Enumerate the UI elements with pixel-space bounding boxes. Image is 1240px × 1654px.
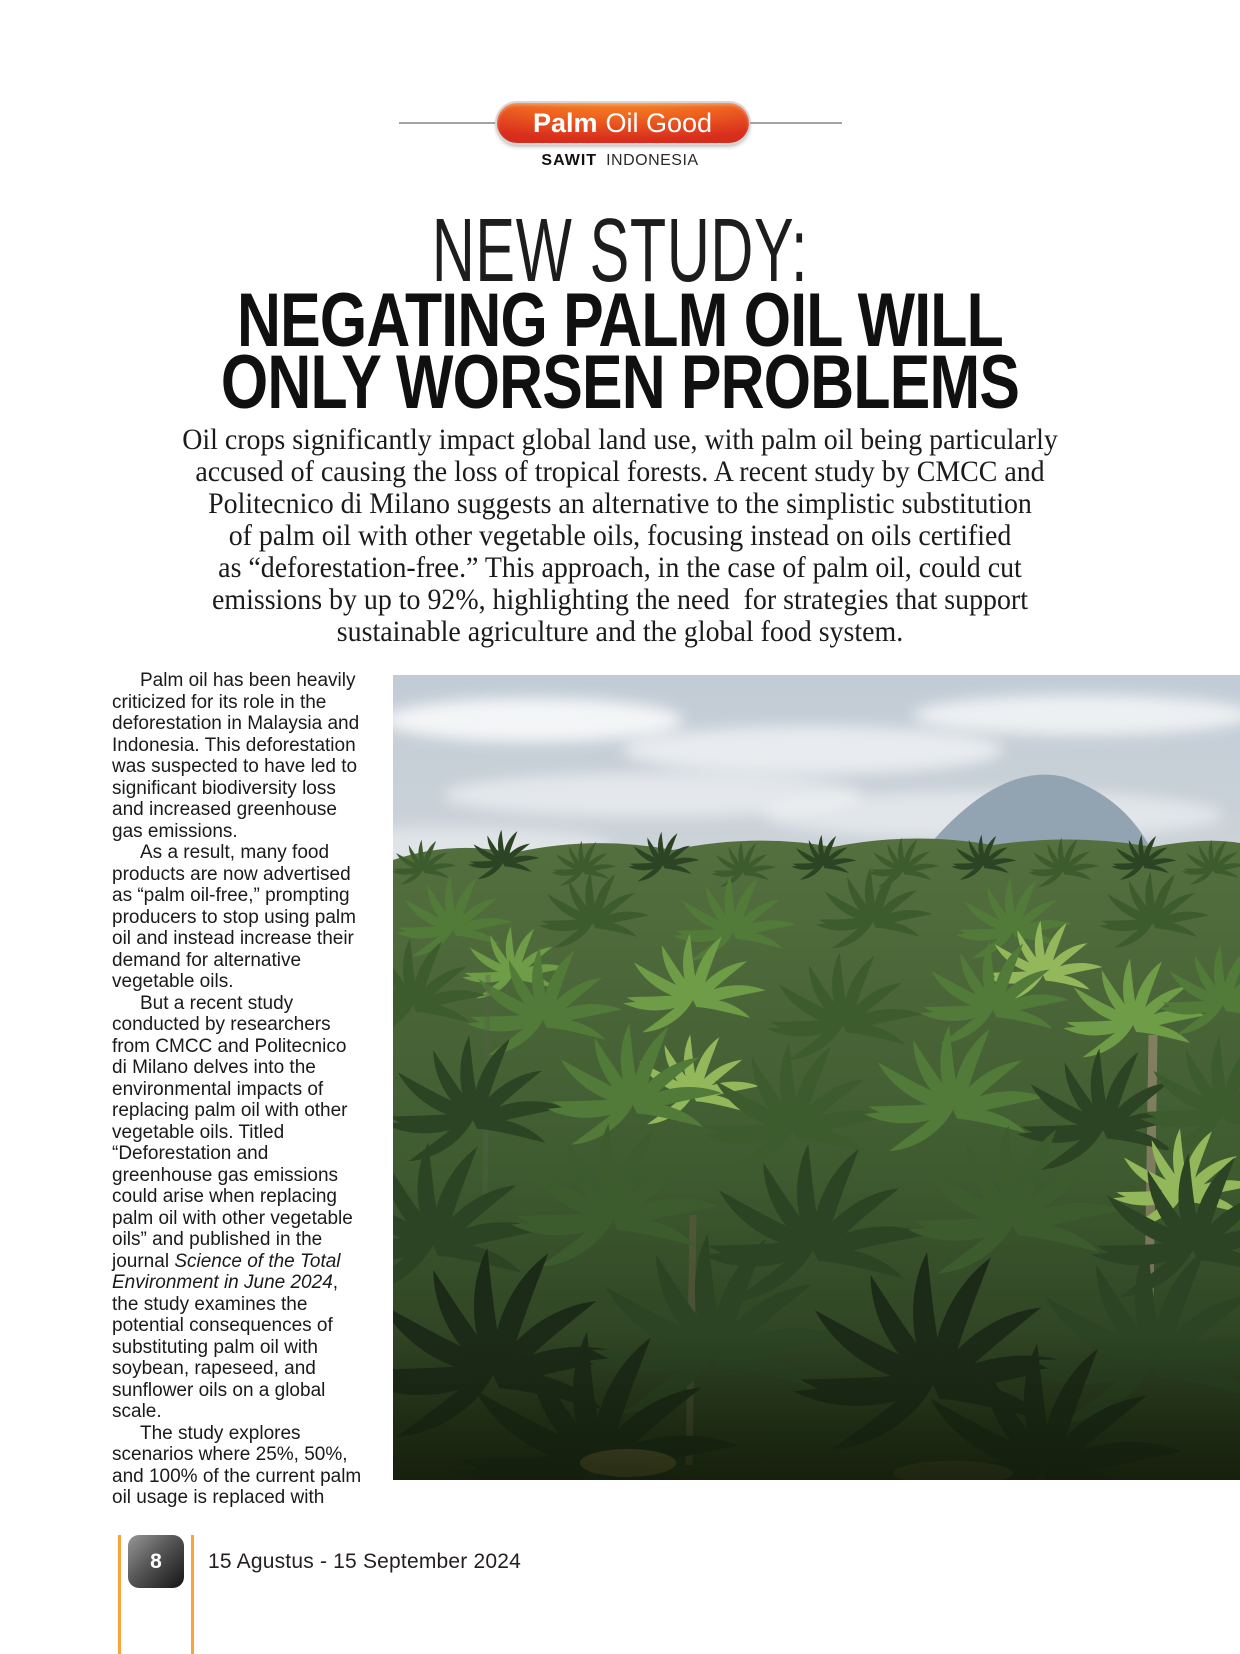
- intro-line: accused of causing the loss of tropical forests. A recent study by CMCC and: [195, 455, 1045, 488]
- publisher-name-bold: SAWIT: [541, 152, 598, 169]
- intro-line: sustainable agriculture and the global food system.: [336, 615, 904, 648]
- brand-rule-left: [399, 122, 496, 124]
- intro-line: of palm oil with other vegetable oils, focusing instead on oils certified: [228, 519, 1012, 552]
- paragraph-text: But a recent study conducted by researchers from CMCC and Politecnico di Milano delves into the environmental impacts of replacing palm oil with other vegetable oils. Titled “Deforestation and greenhouse gas emissions could arise when replacing palm oil with other vegetable oils” and published in the journal: [112, 992, 353, 1272]
- publisher-line: [0, 152, 1240, 170]
- title-block: [0, 201, 1240, 425]
- article-paragraph-2: As a result, many food products are now advertised as “palm oil-free,” prompting producers to stop using palm oil and instead increase their demand for alternative vegetable oils.: [112, 842, 356, 992]
- headline-line-2: ONLY WORSEN PROBLEMS: [220, 340, 1020, 425]
- brand-rule-right: [750, 122, 842, 124]
- headline-line-1: NEGATING PALM OIL WILL: [237, 278, 1003, 363]
- intro-line: Politecnico di Milano suggests an alternative to the simplistic substitution: [208, 487, 1032, 520]
- article-paragraph-4: The study explores scenarios where 25%, 50%, and 100% of the current palm oil usage is replaced with: [112, 1422, 362, 1508]
- intro-line: Oil crops significantly impact global land use, with palm oil being particularly: [182, 423, 1058, 456]
- brand-name-rest: Oil Good: [605, 107, 713, 138]
- brand-pill-row: [0, 103, 1240, 143]
- page-footer: [118, 1535, 521, 1654]
- footer-rule-right: [191, 1535, 194, 1654]
- brand-name-bold: Palm: [532, 107, 598, 138]
- palm-plantation-illustration: [393, 675, 1240, 1480]
- journal-name-italic: Science of the Total Environment in June 2024: [112, 1250, 341, 1293]
- intro-line: emissions by up to 92%, highlighting the need for strategies that support: [212, 583, 1028, 616]
- title-kicker: NEW STUDY:: [431, 201, 809, 301]
- article-paragraph-1: Palm oil has been heavily criticized for its role in the deforestation in Malaysia and Indonesia. This deforestation was suspected to have led to significant biodiversity loss and increased greenhouse gas emissions.: [112, 670, 360, 842]
- issue-date: 15 Agustus - 15 September 2024: [208, 1549, 522, 1573]
- intro-deck: [43, 424, 1196, 648]
- paragraph-text: , the study examines the potential consequences of substituting palm oil with soybean, rapeseed, and sunflower oils on a global scale.: [112, 1272, 339, 1422]
- article-column: [112, 670, 365, 1509]
- brand-pill: [497, 103, 749, 143]
- page-number-badge: [128, 1535, 184, 1588]
- brand-header: [0, 103, 1240, 170]
- article-photo: [393, 675, 1240, 1480]
- footer-rule-left: [118, 1535, 121, 1654]
- page-number: 8: [150, 1549, 162, 1573]
- intro-line: as “deforestation-free.” This approach, in the case of palm oil, could cut: [218, 551, 1022, 584]
- publisher-name-rest: INDONESIA: [606, 152, 699, 169]
- article-paragraph-3: [112, 993, 365, 1423]
